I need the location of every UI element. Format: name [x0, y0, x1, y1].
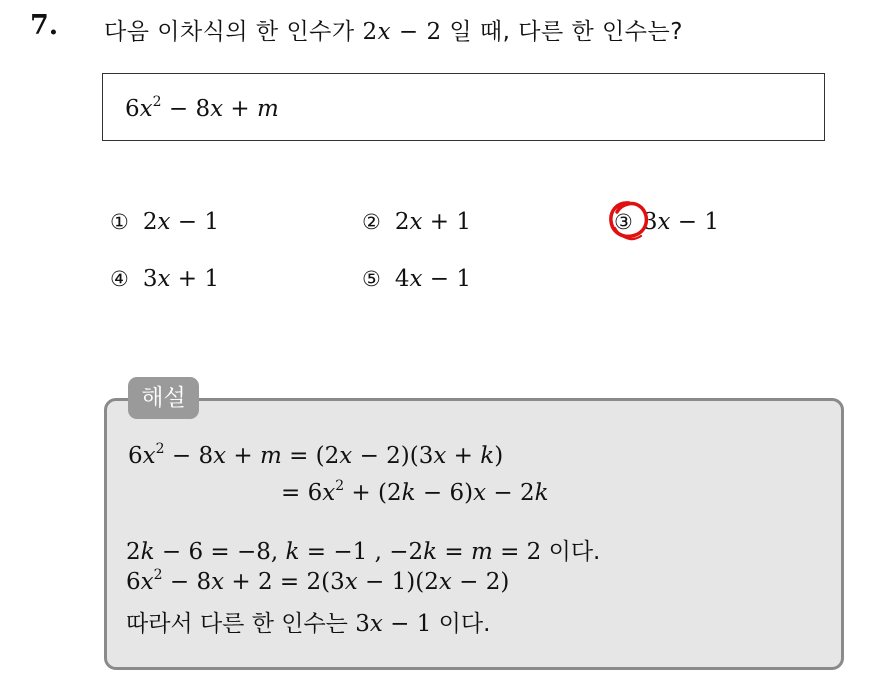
explanation-line-1: $6x^2 - 8x + m = (2x - 2)(3x + k)$ [128, 441, 504, 469]
choice-3-number: ③ [614, 210, 633, 234]
explanation-label: 해설 [128, 377, 199, 419]
choice-4-number: ④ [110, 267, 129, 291]
choice-5[interactable] [362, 266, 471, 292]
explanation-line-4: $6x^2 - 8x + 2 = 2(3x - 1)(2x - 2)$ [126, 567, 510, 595]
choice-2[interactable] [362, 209, 471, 235]
choice-3-text: 3x − 1 [642, 209, 719, 235]
given-factor: 2x − 2 [362, 19, 442, 45]
choice-1-text: 2x − 1 [142, 209, 219, 235]
explanation-line-3: 2k − 6 = −8, k = −1 , −2k = m = 2 이다. [126, 539, 601, 565]
choice-2-text: 2x + 1 [394, 209, 471, 235]
question-number: 7. [30, 10, 59, 41]
explanation-line-2: = $6x^2 + (2k - 6)x - 2k$ [281, 478, 549, 506]
choice-4-text: 3x + 1 [142, 266, 219, 292]
choice-3[interactable] [614, 209, 719, 235]
question-text-after: 일 때, 다른 한 인수는? [441, 19, 683, 45]
question-text [104, 13, 683, 46]
choice-1-number: ① [110, 210, 129, 234]
choice-5-text: 4x − 1 [394, 266, 471, 292]
choice-2-number: ② [362, 210, 381, 234]
expression-box [102, 73, 825, 141]
question-text-before: 다음 이차식의 한 인수가 [104, 19, 363, 45]
explanation-line-5: 따라서 다른 한 인수는 3x − 1 이다. [126, 611, 491, 637]
choice-1[interactable] [110, 209, 219, 235]
expression: $6x^2 - 8x + m$ [125, 94, 279, 122]
choice-5-number: ⑤ [362, 267, 381, 291]
choice-4[interactable] [110, 266, 219, 292]
